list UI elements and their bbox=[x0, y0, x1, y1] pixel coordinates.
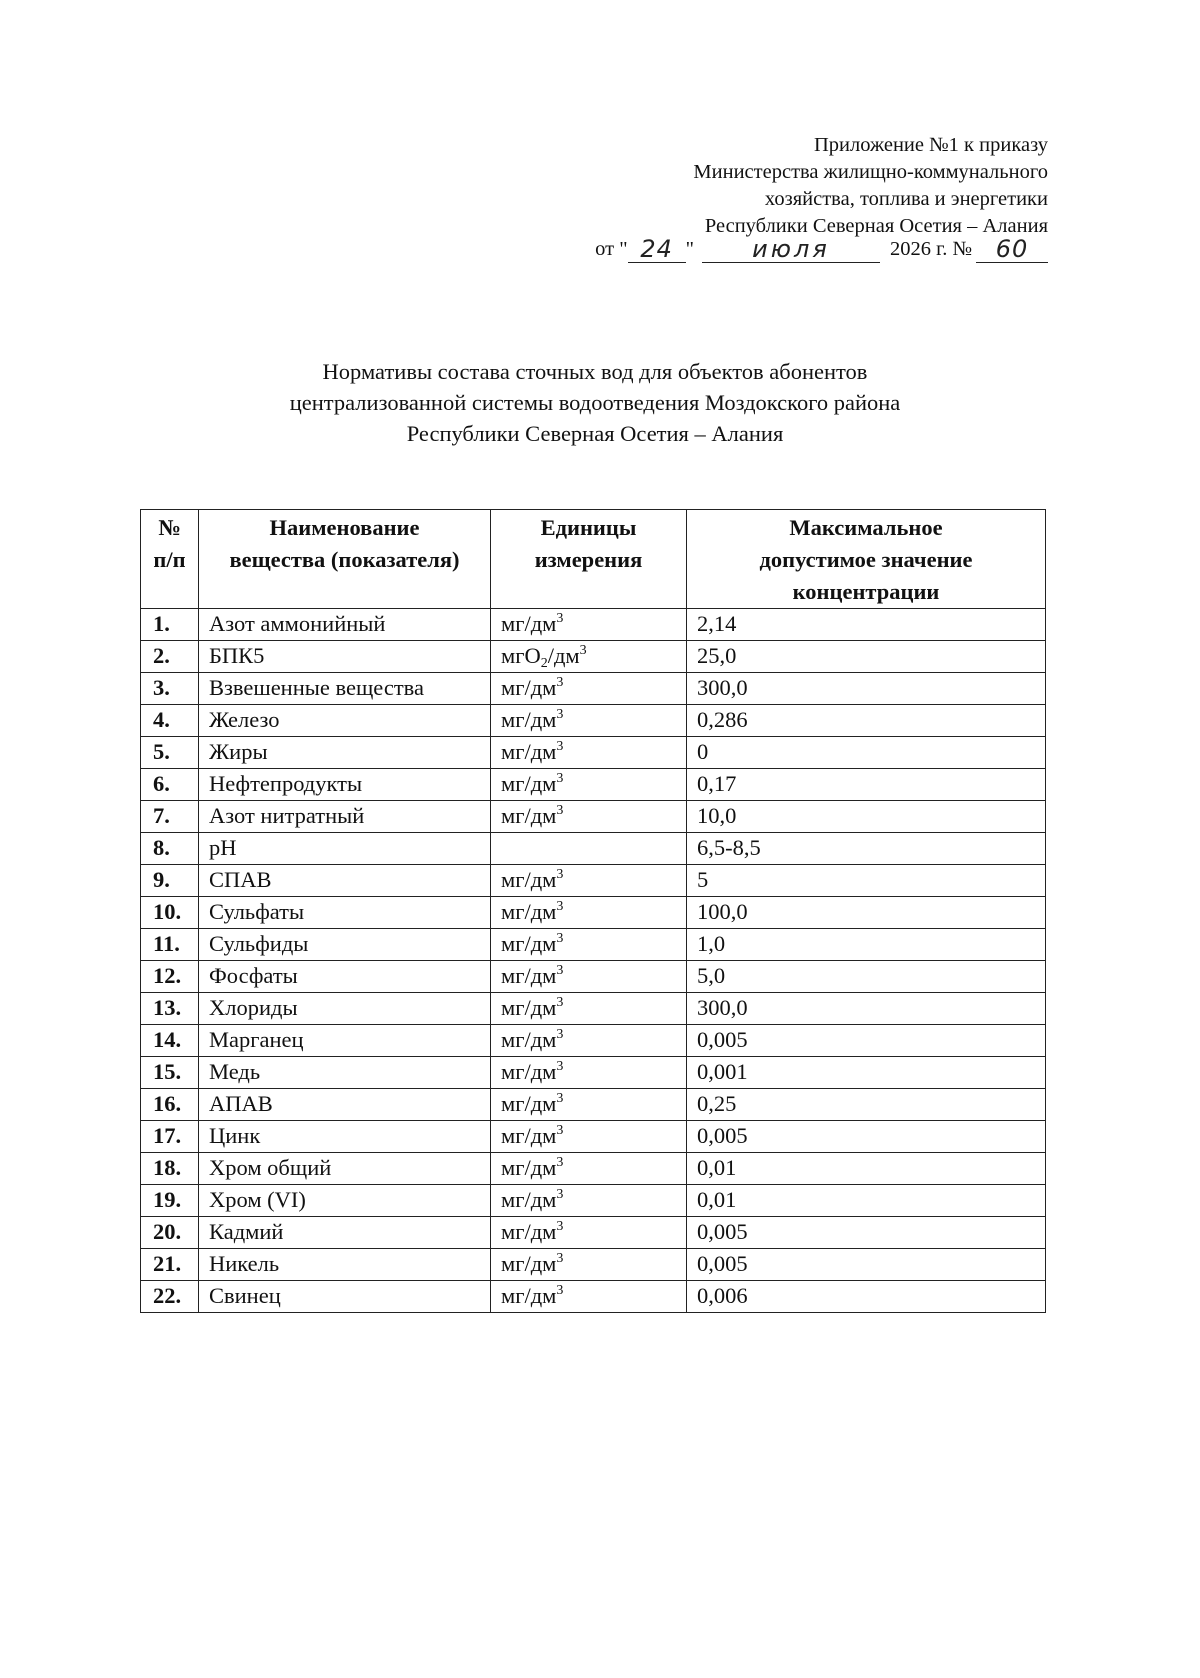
unit-base: мг/дм bbox=[501, 1123, 557, 1148]
table-row bbox=[141, 897, 1046, 929]
unit-exponent: 3 bbox=[556, 931, 564, 946]
max-concentration: 0,005 bbox=[687, 1121, 1046, 1153]
unit-cell bbox=[491, 897, 687, 929]
unit-cell bbox=[491, 641, 687, 673]
substance-name: Взвешенные вещества bbox=[199, 673, 491, 705]
table-header-row bbox=[141, 510, 1046, 609]
substance-name: СПАВ bbox=[199, 865, 491, 897]
substance-name: Марганец bbox=[199, 1025, 491, 1057]
max-concentration: 300,0 bbox=[687, 673, 1046, 705]
unit-exponent: 3 bbox=[556, 899, 564, 914]
substance-name: БПК5 bbox=[199, 641, 491, 673]
header-num-line: п/п bbox=[153, 547, 186, 572]
row-number: 8. bbox=[141, 833, 199, 865]
substance-name: Медь bbox=[199, 1057, 491, 1089]
date-quote: " bbox=[685, 238, 694, 260]
max-concentration: 0,25 bbox=[687, 1089, 1046, 1121]
unit-base: мг/дм bbox=[501, 611, 557, 636]
table-row bbox=[141, 609, 1046, 641]
header-num bbox=[141, 510, 199, 609]
header-unit-line: Единицы bbox=[540, 515, 637, 540]
table-row bbox=[141, 1249, 1046, 1281]
unit-base: мг/дм bbox=[501, 1187, 557, 1212]
unit-base: мг/дм bbox=[501, 1219, 557, 1244]
unit-base: мг/дм bbox=[501, 675, 557, 700]
unit-cell bbox=[491, 865, 687, 897]
max-concentration: 0,01 bbox=[687, 1185, 1046, 1217]
header-value-line: допустимое значение bbox=[759, 547, 973, 572]
unit-exponent: 3 bbox=[556, 963, 564, 978]
substance-name: Железо bbox=[199, 705, 491, 737]
document-title bbox=[100, 356, 1090, 449]
handwritten-month: июля bbox=[702, 236, 880, 263]
row-number: 14. bbox=[141, 1025, 199, 1057]
row-number: 22. bbox=[141, 1281, 199, 1313]
table-row bbox=[141, 641, 1046, 673]
row-number: 20. bbox=[141, 1217, 199, 1249]
handwritten-order-number: 60 bbox=[976, 236, 1048, 263]
table-row bbox=[141, 1025, 1046, 1057]
unit-base: мг/дм bbox=[501, 803, 557, 828]
unit-exponent: 3 bbox=[556, 707, 564, 722]
table-row bbox=[141, 705, 1046, 737]
substance-name: Хром (VI) bbox=[199, 1185, 491, 1217]
max-concentration: 0,01 bbox=[687, 1153, 1046, 1185]
table-row bbox=[141, 769, 1046, 801]
substance-name: Сульфаты bbox=[199, 897, 491, 929]
max-concentration: 2,14 bbox=[687, 609, 1046, 641]
unit-cell bbox=[491, 1057, 687, 1089]
header-name-line: Наименование bbox=[269, 515, 420, 540]
max-concentration: 0,005 bbox=[687, 1025, 1046, 1057]
header-name bbox=[199, 510, 491, 609]
title-line-2: централизованной системы водоотведения Моздокского района bbox=[289, 390, 901, 415]
unit-base: мг/дм bbox=[501, 867, 557, 892]
row-number: 19. bbox=[141, 1185, 199, 1217]
appendix-line-3: хозяйства, топлива и энергетики bbox=[764, 188, 1048, 210]
row-number: 7. bbox=[141, 801, 199, 833]
unit-cell bbox=[491, 993, 687, 1025]
max-concentration: 10,0 bbox=[687, 801, 1046, 833]
max-concentration: 0,005 bbox=[687, 1217, 1046, 1249]
row-number: 13. bbox=[141, 993, 199, 1025]
unit-base: мг/дм bbox=[501, 1155, 557, 1180]
substance-name: Цинк bbox=[199, 1121, 491, 1153]
substance-name: Азот аммонийный bbox=[199, 609, 491, 641]
appendix-line-4: Республики Северная Осетия – Алания bbox=[704, 215, 1048, 237]
unit-exponent: 3 bbox=[556, 1283, 564, 1298]
unit-cell bbox=[491, 737, 687, 769]
handwritten-day: 24 bbox=[628, 236, 686, 263]
unit-exponent: 3 bbox=[556, 1155, 564, 1170]
unit-cell bbox=[491, 609, 687, 641]
norms-table bbox=[140, 509, 1046, 1313]
table-row bbox=[141, 993, 1046, 1025]
unit-cell bbox=[491, 801, 687, 833]
max-concentration: 0,17 bbox=[687, 769, 1046, 801]
header-unit bbox=[491, 510, 687, 609]
table-row bbox=[141, 833, 1046, 865]
unit-base: мг/дм bbox=[501, 931, 557, 956]
header-num-line: № bbox=[158, 515, 181, 540]
max-concentration: 5,0 bbox=[687, 961, 1046, 993]
max-concentration: 5 bbox=[687, 865, 1046, 897]
row-number: 11. bbox=[141, 929, 199, 961]
table-row bbox=[141, 673, 1046, 705]
row-number: 2. bbox=[141, 641, 199, 673]
row-number: 12. bbox=[141, 961, 199, 993]
row-number: 15. bbox=[141, 1057, 199, 1089]
unit-exponent: 3 bbox=[556, 675, 564, 690]
table-row bbox=[141, 1217, 1046, 1249]
max-concentration: 0,006 bbox=[687, 1281, 1046, 1313]
unit-cell bbox=[491, 705, 687, 737]
table-row bbox=[141, 929, 1046, 961]
unit-exponent: 3 bbox=[556, 1027, 564, 1042]
appendix-header bbox=[528, 132, 1048, 240]
unit-base: мг/дм bbox=[501, 1059, 557, 1084]
substance-name: Кадмий bbox=[199, 1217, 491, 1249]
max-concentration: 6,5-8,5 bbox=[687, 833, 1046, 865]
row-number: 18. bbox=[141, 1153, 199, 1185]
max-concentration: 0,286 bbox=[687, 705, 1046, 737]
table-row bbox=[141, 801, 1046, 833]
unit-cell bbox=[491, 1249, 687, 1281]
date-prefix: от " bbox=[595, 238, 628, 260]
unit-exponent: 3 bbox=[556, 995, 564, 1010]
unit-exponent: 3 bbox=[556, 1059, 564, 1074]
unit-base: мг/дм bbox=[501, 899, 557, 924]
unit-base: мг/дм bbox=[501, 771, 557, 796]
title-line-1: Нормативы состава сточных вод для объектов абонентов bbox=[322, 359, 868, 384]
table-row bbox=[141, 1185, 1046, 1217]
table-row bbox=[141, 1121, 1046, 1153]
unit-cell bbox=[491, 1281, 687, 1313]
header-unit-line: измерения bbox=[534, 547, 643, 572]
substance-name: Азот нитратный bbox=[199, 801, 491, 833]
table-row bbox=[141, 1153, 1046, 1185]
unit-cell bbox=[491, 1217, 687, 1249]
unit-base: мг/дм bbox=[501, 739, 557, 764]
substance-name: Никель bbox=[199, 1249, 491, 1281]
unit-exponent: 3 bbox=[556, 739, 564, 754]
row-number: 10. bbox=[141, 897, 199, 929]
header-value-line: Максимальное bbox=[789, 515, 943, 540]
header-value bbox=[687, 510, 1046, 609]
max-concentration: 0,001 bbox=[687, 1057, 1046, 1089]
row-number: 5. bbox=[141, 737, 199, 769]
table-row bbox=[141, 961, 1046, 993]
row-number: 21. bbox=[141, 1249, 199, 1281]
row-number: 9. bbox=[141, 865, 199, 897]
table-row bbox=[141, 1281, 1046, 1313]
max-concentration: 25,0 bbox=[687, 641, 1046, 673]
unit-cell bbox=[491, 673, 687, 705]
table-body bbox=[141, 609, 1046, 1313]
row-number: 3. bbox=[141, 673, 199, 705]
unit-cell bbox=[491, 1153, 687, 1185]
unit-base: мг/дм bbox=[501, 1027, 557, 1052]
table-row bbox=[141, 865, 1046, 897]
substance-name: Сульфиды bbox=[199, 929, 491, 961]
unit-cell bbox=[491, 769, 687, 801]
order-date-line bbox=[595, 236, 1048, 263]
max-concentration: 1,0 bbox=[687, 929, 1046, 961]
substance-name: Свинец bbox=[199, 1281, 491, 1313]
unit-base: /дм bbox=[547, 643, 580, 668]
unit-base: мг/дм bbox=[501, 1251, 557, 1276]
table-row bbox=[141, 1089, 1046, 1121]
max-concentration: 0 bbox=[687, 737, 1046, 769]
unit-base: мг/дм bbox=[501, 707, 557, 732]
unit-cell bbox=[491, 1025, 687, 1057]
table-row bbox=[141, 1057, 1046, 1089]
unit-exponent: 3 bbox=[556, 1219, 564, 1234]
row-number: 1. bbox=[141, 609, 199, 641]
max-concentration: 0,005 bbox=[687, 1249, 1046, 1281]
unit-base: мг/дм bbox=[501, 995, 557, 1020]
substance-name: Нефтепродукты bbox=[199, 769, 491, 801]
max-concentration: 100,0 bbox=[687, 897, 1046, 929]
unit-base: мгО bbox=[501, 643, 541, 668]
unit-cell bbox=[491, 961, 687, 993]
unit-cell bbox=[491, 1185, 687, 1217]
header-value-line: концентрации bbox=[792, 579, 940, 604]
row-number: 17. bbox=[141, 1121, 199, 1153]
row-number: 6. bbox=[141, 769, 199, 801]
substance-name: Хлориды bbox=[199, 993, 491, 1025]
date-year: 2026 г. № bbox=[889, 238, 972, 260]
unit-cell bbox=[491, 833, 687, 865]
unit-base: мг/дм bbox=[501, 963, 557, 988]
substance-name: Жиры bbox=[199, 737, 491, 769]
title-line-3: Республики Северная Осетия – Алания bbox=[406, 421, 784, 446]
unit-cell bbox=[491, 1089, 687, 1121]
substance-name: Фосфаты bbox=[199, 961, 491, 993]
substance-name: pH bbox=[199, 833, 491, 865]
unit-base: мг/дм bbox=[501, 1283, 557, 1308]
unit-exponent: 3 bbox=[556, 803, 564, 818]
unit-exponent: 3 bbox=[556, 1251, 564, 1266]
unit-exponent: 3 bbox=[556, 1091, 564, 1106]
row-number: 16. bbox=[141, 1089, 199, 1121]
unit-exponent: 3 bbox=[556, 611, 564, 626]
appendix-line-1: Приложение №1 к приказу bbox=[813, 134, 1048, 156]
max-concentration: 300,0 bbox=[687, 993, 1046, 1025]
unit-base: мг/дм bbox=[501, 1091, 557, 1116]
unit-exponent: 3 bbox=[556, 771, 564, 786]
unit-subscript: 2 bbox=[540, 656, 548, 671]
unit-exponent: 3 bbox=[556, 1187, 564, 1202]
unit-cell bbox=[491, 929, 687, 961]
substance-name: АПАВ bbox=[199, 1089, 491, 1121]
unit-exponent: 3 bbox=[556, 1123, 564, 1138]
header-name-line: вещества (показателя) bbox=[229, 547, 460, 572]
unit-exponent: 3 bbox=[556, 867, 564, 882]
substance-name: Хром общий bbox=[199, 1153, 491, 1185]
row-number: 4. bbox=[141, 705, 199, 737]
unit-cell bbox=[491, 1121, 687, 1153]
table-row bbox=[141, 737, 1046, 769]
unit-exponent: 3 bbox=[579, 643, 587, 658]
appendix-line-2: Министерства жилищно-коммунального bbox=[693, 161, 1048, 183]
